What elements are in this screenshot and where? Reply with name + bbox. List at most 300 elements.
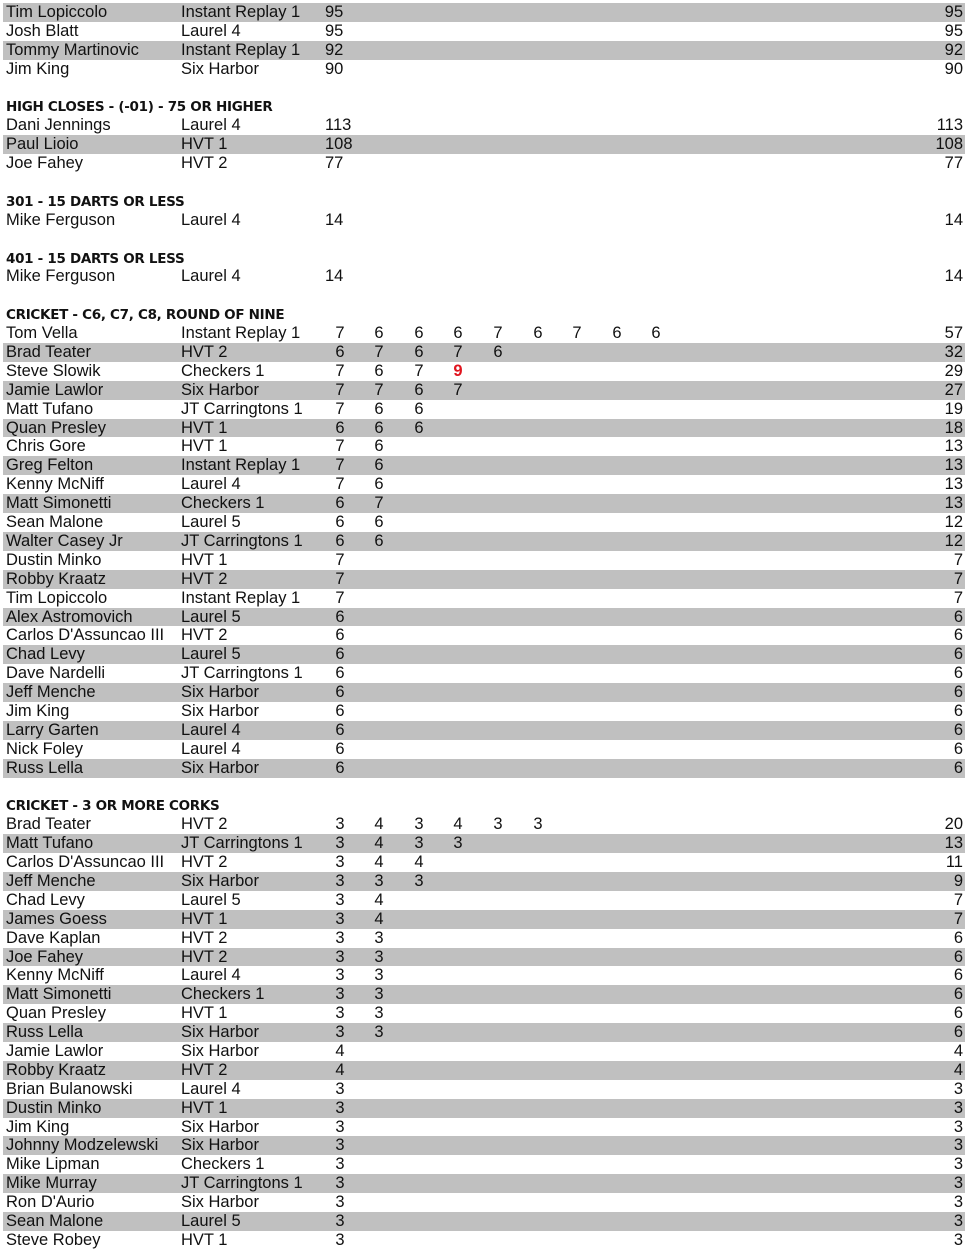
score-cell: 4 [374,909,384,928]
player-name: Dani Jennings [6,116,111,135]
player-name: Brad Teater [6,343,91,362]
team-name: Instant Replay 1 [181,40,301,59]
player-name: Joe Fahey [6,154,84,173]
team-name: Six Harbor [181,701,259,720]
score-cell: 6 [335,607,345,626]
total-value: 57 [944,324,963,343]
team-name: Instant Replay 1 [181,588,301,607]
section-title: 401 - 15 DARTS OR LESS [6,250,185,267]
total-value: 29 [944,361,963,380]
total-value: 13 [944,456,963,475]
table-row [3,475,965,494]
table-row [3,3,965,22]
total-value: 92 [944,40,963,59]
total-value: 6 [953,739,963,758]
team-name: HVT 1 [181,135,228,154]
score-value: 92 [325,40,344,59]
table-row [3,872,965,891]
total-value: 95 [944,21,963,40]
section-spacer [0,286,974,305]
score-cell: 6 [374,399,384,418]
total-value: 6 [953,1004,963,1023]
score-value: 95 [325,21,344,40]
player-name: Brian Bulanowski [6,1079,133,1098]
score-cell: 3 [374,985,384,1004]
table-row [3,815,965,834]
total-value: 6 [953,645,963,664]
total-value: 18 [944,418,963,437]
player-name: Nick Foley [6,739,84,758]
score-cell: 7 [374,343,384,362]
table-row [3,513,965,532]
player-name: Walter Casey Jr [6,531,123,550]
score-cell: 7 [335,456,345,475]
score-cell: 6 [414,418,424,437]
score-cell: 7 [453,380,463,399]
total-value: 95 [944,3,963,21]
team-name: HVT 2 [181,626,228,645]
player-name: Kenny McNiff [6,475,104,494]
score-cell: 7 [414,361,424,380]
team-name: Checkers 1 [181,1155,265,1174]
score-cell: 6 [414,399,424,418]
score-cell: 6 [414,343,424,362]
team-name: Laurel 4 [181,1079,241,1098]
team-name: JT Carringtons 1 [181,664,303,683]
score-cell: 6 [335,758,345,777]
player-name: Carlos D'Assuncao III [6,626,165,645]
player-name: Mike Lipman [6,1155,100,1174]
section-spacer [0,79,974,98]
total-value: 77 [944,154,963,173]
table-row [3,891,965,910]
table-row [3,1061,965,1080]
table-row [3,929,965,948]
table-row [3,22,965,41]
team-name: Laurel 4 [181,267,241,286]
team-name: Six Harbor [181,1117,259,1136]
table-row [3,381,965,400]
team-name: HVT 1 [181,418,228,437]
score-cell: 6 [414,380,424,399]
team-name: Laurel 4 [181,739,241,758]
team-name: Laurel 5 [181,607,241,626]
score-cell: 3 [335,1155,345,1174]
score-cell: 3 [453,834,463,853]
score-cell: 3 [414,871,424,890]
score-value: 95 [325,3,344,21]
score-cell: 6 [335,720,345,739]
player-name: Joe Fahey [6,947,84,966]
player-name: Sean Malone [6,1212,104,1230]
total-value: 7 [953,890,963,909]
total-value: 6 [953,966,963,985]
total-value: 90 [944,59,963,78]
score-cell: 4 [374,853,384,872]
score-cell: 4 [335,1060,345,1079]
table-row [3,362,965,381]
score-cell: 6 [374,456,384,475]
table-row [3,60,965,79]
player-name: Tim Lopiccolo [6,3,108,21]
score-cell: 6 [335,664,345,683]
score-value: 14 [325,267,344,286]
team-name: HVT 2 [181,815,228,834]
score-cell-highlighted: 9 [453,361,463,380]
table-row [3,1118,965,1137]
table-row [3,626,965,645]
team-name: Laurel 5 [181,645,241,664]
team-name: Instant Replay 1 [181,324,301,343]
score-cell: 3 [374,871,384,890]
table-row [3,551,965,570]
score-cell: 6 [335,343,345,362]
total-value: 3 [953,1193,963,1212]
player-name: Paul Lioio [6,135,79,154]
team-name: HVT 2 [181,343,228,362]
team-name: JT Carringtons 1 [181,834,303,853]
team-name: HVT 1 [181,437,228,456]
score-cell: 3 [335,947,345,966]
total-value: 6 [953,947,963,966]
player-name: Tom Vella [6,324,78,343]
total-value: 6 [953,985,963,1004]
section-spacer [0,778,974,797]
player-name: Quan Presley [6,418,106,437]
player-name: Jim King [6,1117,70,1136]
total-value: 3 [953,1136,963,1155]
score-cell: 6 [414,324,424,343]
team-name: HVT 2 [181,853,228,872]
table-row [3,589,965,608]
team-name: Checkers 1 [181,985,265,1004]
total-value: 113 [936,116,963,135]
player-name: Mike Ferguson [6,267,116,286]
total-value: 6 [953,928,963,947]
score-cell: 3 [335,853,345,872]
player-name: Jim King [6,59,70,78]
score-cell: 3 [335,890,345,909]
total-value: 3 [953,1117,963,1136]
score-cell: 4 [335,1041,345,1060]
table-row [3,759,965,778]
score-cell: 4 [374,890,384,909]
score-cell: 6 [374,437,384,456]
score-cell: 6 [335,645,345,664]
score-cell: 3 [374,928,384,947]
team-name: Six Harbor [181,871,259,890]
player-name: Sean Malone [6,513,104,532]
score-cell: 7 [335,437,345,456]
team-name: Six Harbor [181,1136,259,1155]
team-name: Laurel 4 [181,21,241,40]
total-value: 13 [944,834,963,853]
score-cell: 6 [612,324,622,343]
total-value: 9 [953,871,963,890]
total-value: 27 [944,380,963,399]
player-name: Robby Kraatz [6,1060,106,1079]
table-row [3,966,965,985]
score-cell: 3 [335,1230,345,1249]
score-cell: 6 [374,475,384,494]
player-name: Jeff Menche [6,683,96,702]
player-name: Robby Kraatz [6,569,106,588]
score-cell: 3 [414,834,424,853]
team-name: Six Harbor [181,1041,259,1060]
total-value: 6 [953,626,963,645]
total-value: 12 [944,531,963,550]
team-name: Six Harbor [181,683,259,702]
total-value: 19 [944,399,963,418]
team-name: Instant Replay 1 [181,3,301,21]
section-title: CRICKET - 3 OR MORE CORKS [6,798,220,815]
score-cell: 7 [335,550,345,569]
player-name: Steve Robey [6,1230,101,1249]
table-row [3,532,965,551]
score-cell: 3 [493,815,503,834]
team-name: HVT 1 [181,909,228,928]
section-title: HIGH CLOSES - (-01) - 75 OR HIGHER [6,99,273,116]
score-cell: 6 [651,324,661,343]
table-row [3,702,965,721]
score-value: 108 [325,135,353,154]
table-row [3,948,965,967]
player-name: Russ Lella [6,758,84,777]
score-cell: 4 [414,853,424,872]
score-cell: 3 [335,1004,345,1023]
score-cell: 3 [335,1136,345,1155]
score-cell: 3 [533,815,543,834]
player-name: Mike Ferguson [6,210,116,229]
section-spacer [0,230,974,249]
total-value: 108 [935,135,963,154]
player-name: Quan Presley [6,1004,106,1023]
player-name: Matt Simonetti [6,494,112,513]
score-cell: 3 [335,985,345,1004]
team-name: Six Harbor [181,758,259,777]
player-name: Larry Garten [6,720,99,739]
score-cell: 3 [335,1023,345,1042]
table-row [3,1004,965,1023]
total-value: 7 [953,550,963,569]
team-name: Laurel 4 [181,966,241,985]
table-row [3,1080,965,1099]
table-row [3,41,965,60]
score-cell: 6 [374,513,384,532]
table-row [3,740,965,759]
score-cell: 3 [374,947,384,966]
score-cell: 3 [335,909,345,928]
score-cell: 3 [335,1079,345,1098]
score-cell: 6 [335,531,345,550]
score-cell: 6 [493,343,503,362]
player-name: Carlos D'Assuncao III [6,853,165,872]
total-value: 13 [944,475,963,494]
score-cell: 7 [335,588,345,607]
score-cell: 3 [374,1023,384,1042]
table-row [3,419,965,438]
total-value: 11 [945,853,963,872]
table-row [3,1155,965,1174]
total-value: 6 [953,701,963,720]
player-name: Chad Levy [6,890,85,909]
team-name: HVT 1 [181,1230,228,1249]
table-row [3,683,965,702]
player-name: Mike Murray [6,1174,97,1193]
score-value: 90 [325,59,344,78]
team-name: HVT 2 [181,154,228,173]
team-name: HVT 1 [181,1098,228,1117]
total-value: 3 [953,1230,963,1249]
total-value: 7 [953,909,963,928]
table-row [3,1231,965,1250]
total-value: 3 [953,1079,963,1098]
player-name: Alex Astromovich [6,607,133,626]
table-row [3,664,965,683]
score-cell: 7 [335,324,345,343]
section-title: 301 - 15 DARTS OR LESS [6,193,185,210]
score-cell: 3 [335,928,345,947]
player-name: James Goess [6,909,107,928]
score-cell: 6 [533,324,543,343]
player-name: Dave Nardelli [6,664,106,683]
table-row [3,910,965,929]
total-value: 3 [953,1098,963,1117]
score-cell: 6 [453,324,463,343]
table-row [3,834,965,853]
total-value: 13 [944,494,963,513]
player-name: Dave Kaplan [6,928,101,947]
total-value: 14 [944,210,963,229]
team-name: HVT 2 [181,928,228,947]
team-name: Laurel 4 [181,116,241,135]
score-cell: 7 [374,494,384,513]
score-cell: 6 [374,531,384,550]
score-cell: 6 [335,626,345,645]
table-row [3,343,965,362]
player-name: Dustin Minko [6,550,102,569]
team-name: HVT 1 [181,550,228,569]
player-name: Tim Lopiccolo [6,588,108,607]
score-cell: 6 [335,494,345,513]
table-row [3,211,965,230]
table-row [3,608,965,627]
player-name: Matt Simonetti [6,985,112,1004]
team-name: Laurel 4 [181,720,241,739]
score-cell: 3 [335,966,345,985]
total-value: 4 [953,1041,963,1060]
team-name: Laurel 4 [181,210,241,229]
total-value: 6 [953,720,963,739]
score-cell: 7 [493,324,503,343]
table-row [3,324,965,343]
score-cell: 3 [374,1004,384,1023]
total-value: 14 [944,267,963,286]
team-name: JT Carringtons 1 [181,399,303,418]
player-name: Jeff Menche [6,871,96,890]
player-name: Ron D'Aurio [6,1193,95,1212]
score-cell: 7 [335,399,345,418]
score-cell: 3 [335,871,345,890]
score-cell: 4 [374,834,384,853]
player-name: Chad Levy [6,645,85,664]
team-name: JT Carringtons 1 [181,531,303,550]
table-row [3,1099,965,1118]
table-row [3,1136,965,1155]
player-name: Jamie Lawlor [6,380,104,399]
table-row [3,1174,965,1193]
player-name: Kenny McNiff [6,966,104,985]
team-name: Instant Replay 1 [181,456,301,475]
player-name: Jim King [6,701,70,720]
table-row [3,570,965,589]
player-name: Matt Tufano [6,834,94,853]
table-row [3,116,965,135]
total-value: 20 [944,815,963,834]
total-value: 6 [953,758,963,777]
score-cell: 7 [335,380,345,399]
team-name: Six Harbor [181,1193,259,1212]
table-row [3,494,965,513]
team-name: HVT 2 [181,1060,228,1079]
player-name: Johnny Modzelewski [6,1136,159,1155]
team-name: Laurel 4 [181,475,241,494]
table-row [3,267,965,286]
total-value: 32 [944,343,963,362]
team-name: HVT 2 [181,947,228,966]
score-cell: 7 [335,361,345,380]
table-row [3,1212,965,1231]
score-cell: 3 [414,815,424,834]
section-title: CRICKET - C6, C7, C8, ROUND OF NINE [6,307,285,324]
score-cell: 3 [374,966,384,985]
team-name: Six Harbor [181,380,259,399]
score-cell: 6 [335,513,345,532]
score-cell: 6 [335,701,345,720]
player-name: Brad Teater [6,815,91,834]
total-value: 6 [953,1023,963,1042]
score-cell: 6 [374,418,384,437]
team-name: JT Carringtons 1 [181,1174,303,1193]
section-spacer [0,173,974,192]
table-row [3,853,965,872]
total-value: 3 [953,1155,963,1174]
total-value: 3 [953,1212,963,1230]
score-cell: 3 [335,1117,345,1136]
total-value: 7 [953,588,963,607]
score-value: 113 [325,116,352,135]
total-value: 7 [953,569,963,588]
table-row [3,985,965,1004]
player-name: Steve Slowik [6,361,101,380]
team-name: Laurel 5 [181,513,241,532]
player-name: Matt Tufano [6,399,94,418]
team-name: Six Harbor [181,1023,259,1042]
total-value: 4 [953,1060,963,1079]
table-row [3,456,965,475]
score-cell: 6 [335,739,345,758]
score-cell: 7 [572,324,582,343]
score-cell: 3 [335,1174,345,1193]
team-name: HVT 2 [181,569,228,588]
player-name: Tommy Martinovic [6,40,139,59]
team-name: HVT 1 [181,1004,228,1023]
total-value: 13 [944,437,963,456]
player-name: Josh Blatt [6,21,79,40]
score-cell: 7 [335,569,345,588]
score-cell: 7 [374,380,384,399]
table-row [3,721,965,740]
